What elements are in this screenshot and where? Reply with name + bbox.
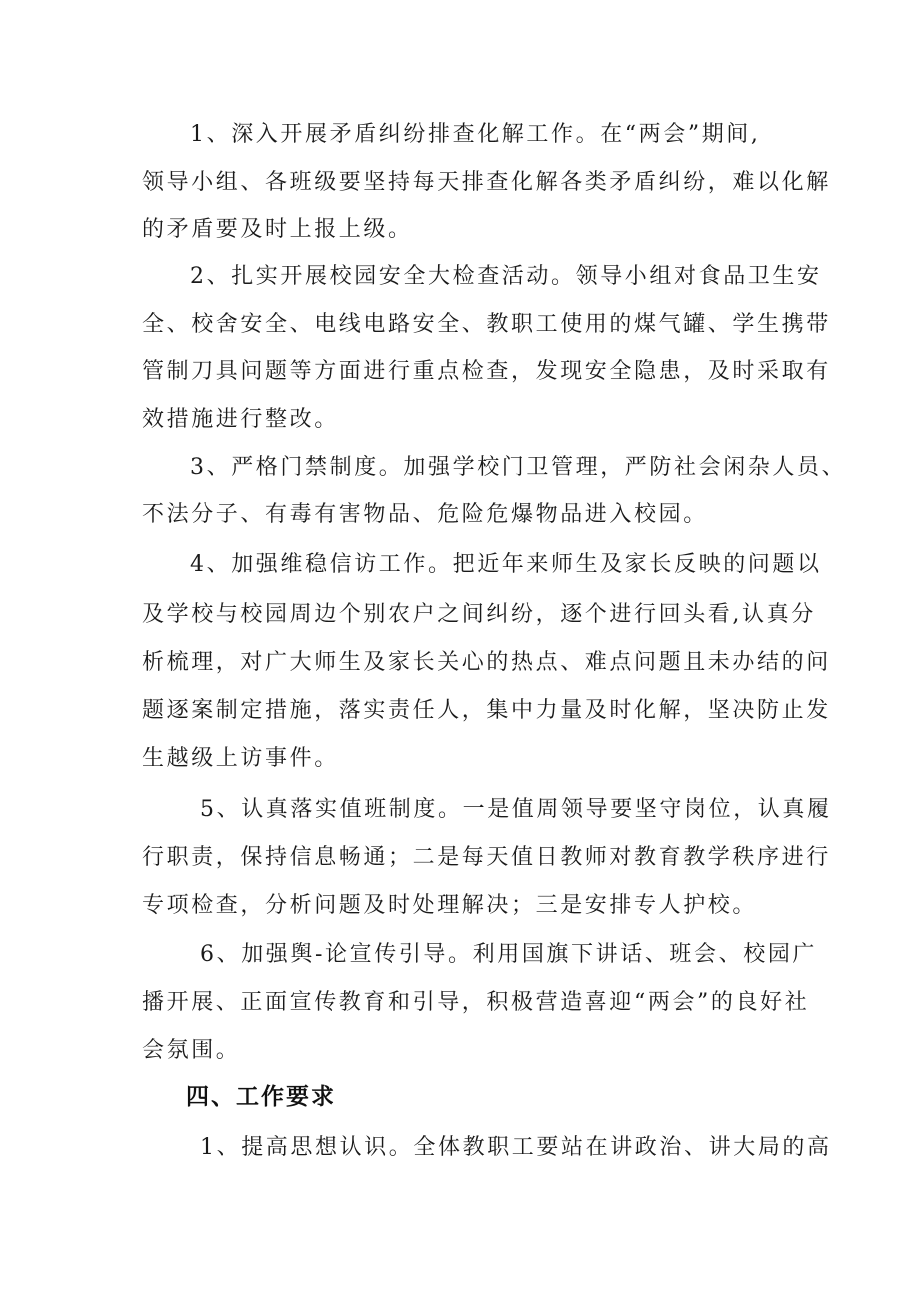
paragraph-4-line-4: 题逐案制定措施，落实责任人，集中力量及时化解，坚决防止发 [142,698,831,723]
paragraph-5-line-3: 专项检查，分析问题及时处理解决；三是安排专人护校。 [142,893,758,918]
paragraph-4-line-1: 4、加强维稳信访工作。把近年来师生及家长反映的问题以 [190,552,822,577]
paragraph-4-line-3: 析梳理，对广大师生及家长关心的热点、难点问题且未办结的问 [142,650,831,675]
paragraph-6-line-3: 会氛围。 [142,1038,241,1063]
paragraph-2-line-3: 管制刀具问题等方面进行重点检查，发现安全隐患，及时采取有 [142,359,831,384]
paragraph-1-line-1: 1、深入开展矛盾纠纷排查化解工作。在“两会”期间, [190,122,761,147]
paragraph-3-line-2: 不法分子、有毒有害物品、危险危爆物品进入校园。 [142,502,708,527]
paragraph-4-line-5: 生越级上访事件。 [142,746,339,771]
section-heading: 四、工作要求 [186,1084,336,1110]
paragraph-1-line-3: 的矛盾要及时上报上级。 [142,217,413,242]
paragraph-6-line-2: 播开展、正面宣传教育和引导，积极营造喜迎“两会”的良好社 [142,990,810,1015]
paragraph-4-line-2: 及学校与校园周边个别农户之间纠纷，逐个进行回头看,认真分 [142,602,816,627]
paragraph-2-line-1: 2、扎实开展校园安全大检查活动。领导小组对食品卫生安 [190,264,822,289]
paragraph-6-line-1: 6、加强舆-论宣传引导。利用国旗下讲话、班会、校园广 [200,942,818,967]
requirement-1-line-1: 1、提高思想认识。全体教职工要站在讲政治、讲大局的高 [200,1135,832,1160]
paragraph-5-line-1: 5、认真落实值班制度。一是值周领导要坚守岗位，认真履 [200,797,832,822]
paragraph-5-line-2: 行职责，保持信息畅通；二是每天值日教师对教育教学秩序进行 [142,845,831,870]
paragraph-3-line-1: 3、严格门禁制度。加强学校门卫管理，严防社会闲杂人员、 [190,455,847,480]
paragraph-2-line-2: 全、校舍安全、电线电路安全、教职工使用的煤气罐、学生携带 [142,312,831,337]
paragraph-2-line-4: 效措施进行整改。 [142,407,339,432]
paragraph-1-line-2: 领导小组、各班级要坚持每天排查化解各类矛盾纠纷，难以化解 [142,170,831,195]
